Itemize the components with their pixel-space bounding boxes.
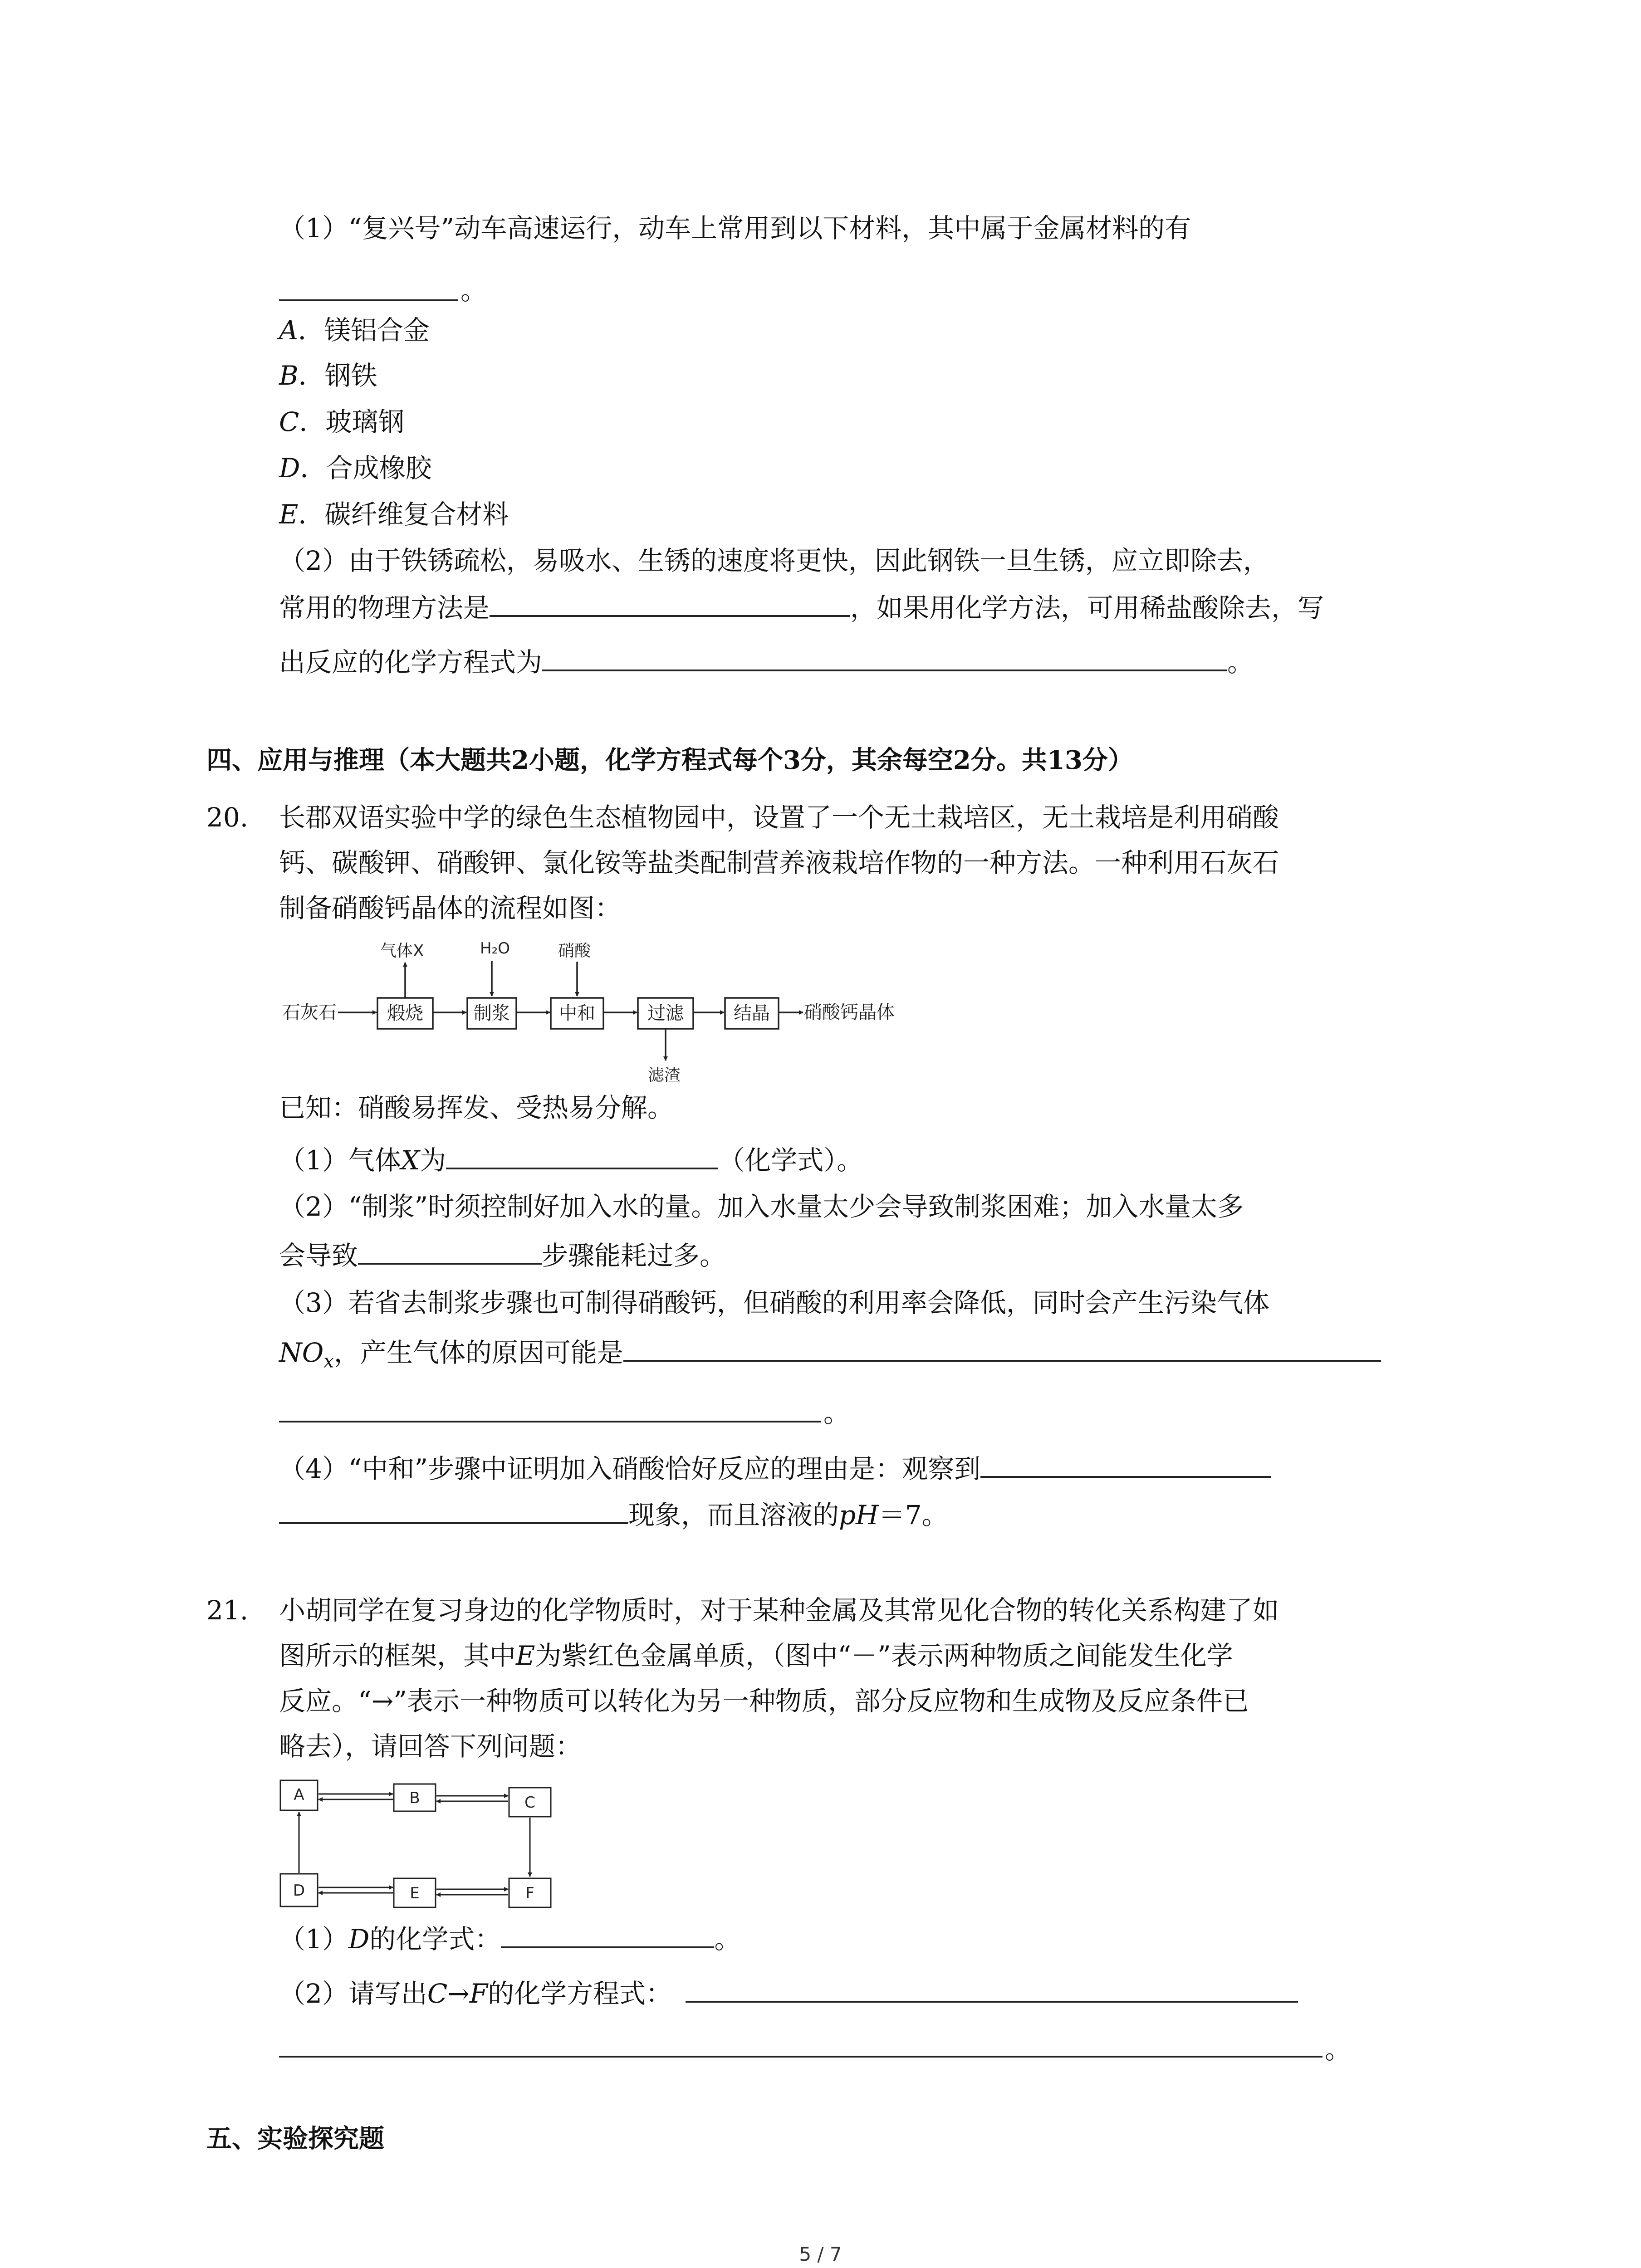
flow-gas-x-label: 气体X (380, 942, 424, 960)
flow-step-neutralize-label: 中和 (559, 1003, 595, 1024)
q20-sub4-line1: （4）“中和”步骤中证明加入硝酸恰好反应的理由是：观察到 (279, 1451, 1271, 1487)
q19-part2-line1: （2）由于铁锈疏松，易吸水、生锈的速度将更快，因此钢铁一旦生锈，应立即除去， (279, 545, 1269, 576)
flow-step-filter-label: 过滤 (647, 1003, 684, 1024)
box-d-label: D (293, 1882, 305, 1900)
q20-stem-line3: 制备硝酸钙晶体的流程如图： (279, 893, 622, 924)
q19-equation-blank[interactable] (542, 644, 1227, 671)
q21-sub2-end: 。 (1325, 2034, 1352, 2065)
q19-part1-end: 。 (460, 275, 487, 306)
flow-residue-label: 滤渣 (648, 1066, 681, 1084)
q19-part2-line2: 常用的物理方法是 ，如果用化学方法，可用稀盐酸除去，写 (279, 590, 1324, 626)
q21-stem-line1: 小胡同学在复习身边的化学物质时，对于某种金属及其常见化合物的转化关系构建了如 (279, 1595, 1279, 1626)
q19-option-a: A．镁铝合金 (279, 315, 430, 346)
q20-sub3-line2: $NO_x$，产生气体的原因可能是 (279, 1334, 1381, 1380)
q20-gas-reason-blank[interactable] (623, 1334, 1381, 1362)
page-number: 5 / 7 (799, 2243, 842, 2265)
q19-option-e: E．碳纤维复合材料 (279, 499, 509, 530)
q21-formula-d-blank[interactable] (501, 1921, 714, 1948)
section5-heading: 五、实验探究题 (206, 2124, 384, 2154)
box-b-label: B (409, 1789, 420, 1807)
q19-part1-line: （1）“复兴号”动车高速运行，动车上常用到以下材料，其中属于金属材料的有 (279, 213, 1191, 244)
q20-step-blank[interactable] (358, 1237, 542, 1265)
q20-sub3-line1: （3）若省去制浆步骤也可制得硝酸钙，但硝酸的利用率会降低，同时会产生污染气体 (279, 1287, 1269, 1318)
q20-sub2-line1: （2）“制浆”时须控制好加入水的量。加入水量太少会导致制浆困难；加入水量太多 (279, 1191, 1244, 1222)
q19-option-b: B．钢铁 (279, 360, 377, 391)
flow-water-label: H₂O (480, 939, 510, 958)
box-f-label: F (525, 1884, 534, 1902)
box-e-label: E (410, 1884, 420, 1902)
flow-start-label: 石灰石 (282, 1002, 337, 1023)
q20-sub4-line2: 现象，而且溶液的pH＝7。 (279, 1497, 948, 1533)
box-a-label: A (294, 1786, 304, 1804)
flow-step-calcine-label: 煅烧 (387, 1003, 423, 1024)
q21-stem-line4: 略去），请回答下列问题： (279, 1731, 582, 1762)
q19-option-d: D．合成橡胶 (279, 453, 432, 484)
q21-relation-diagram (277, 1776, 567, 1916)
q21-equation-blank-2[interactable] (279, 2056, 1323, 2058)
q19-part1-answer-blank[interactable] (279, 299, 458, 301)
q19-physical-method-blank[interactable] (490, 590, 850, 617)
q21-sub2-line1: （2）请写出C→F的化学方程式： (279, 1975, 1298, 2012)
q20-number: 20. (206, 802, 249, 833)
q21-equation-blank[interactable] (686, 1975, 1298, 2003)
q20-observation-blank[interactable] (980, 1451, 1271, 1478)
q20-gas-reason-blank-2[interactable] (279, 1421, 821, 1422)
section4-heading: 四、应用与推理（本大题共2小题，化学方程式每个3分，其余每空2分。共13分） (206, 745, 1133, 775)
q20-sub1: （1）气体X为 （化学式）。 (279, 1142, 863, 1178)
q21-stem-line2: 图所示的框架，其中E为紫红色金属单质，（图中“－”表示两种物质之间能发生化学 (279, 1640, 1233, 1671)
q20-sub2-line2: 会导致 步骤能耗过多。 (279, 1237, 726, 1274)
q20-gas-x-blank[interactable] (446, 1142, 718, 1169)
q20-stem-line2: 钙、碳酸钾、硝酸钾、氯化铵等盐类配制营养液栽培作物的一种方法。一种利用石灰石 (279, 847, 1279, 878)
flow-nitric-acid-label: 硝酸 (558, 942, 591, 960)
q20-stem-line1: 长郡双语实验中学的绿色生态植物园中，设置了一个无土栽培区，无土栽培是利用硝酸 (279, 802, 1279, 833)
q20-observation-blank-2[interactable] (279, 1497, 628, 1524)
q21-sub1: （1）D的化学式： 。 (279, 1921, 740, 1957)
q19-part2-line3: 出反应的化学方程式为 。 (279, 644, 1254, 680)
q20-known-info: 已知：硝酸易挥发、受热易分解。 (279, 1092, 674, 1123)
q20-sub3-end: 。 (823, 1398, 850, 1428)
q20-flow-diagram (277, 934, 935, 1084)
flow-step-slurry-label: 制浆 (474, 1003, 510, 1024)
q21-stem-line3: 反应。“→”表示一种物质可以转化为另一种物质，部分反应物和生成物及反应条件已 (279, 1686, 1249, 1716)
q21-number: 21. (206, 1595, 249, 1626)
flow-end-label: 硝酸钙晶体 (804, 1002, 895, 1023)
flow-step-crystallize-label: 结晶 (734, 1003, 770, 1024)
q19-option-c: C．玻璃钢 (279, 406, 405, 437)
box-c-label: C (524, 1794, 535, 1812)
